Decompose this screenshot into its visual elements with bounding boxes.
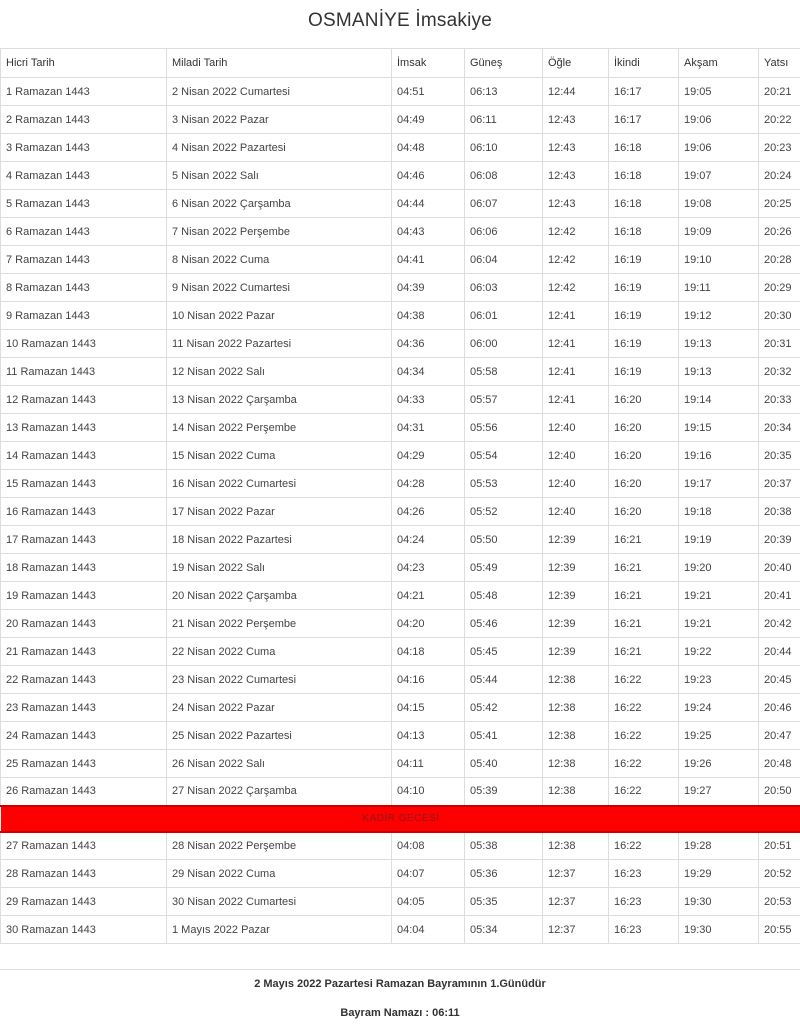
cell-hicri-tarih: 30 Ramazan 1443 — [1, 916, 167, 944]
cell-aksam: 19:23 — [679, 666, 759, 694]
cell-ogle: 12:38 — [543, 832, 609, 860]
cell-ogle: 12:39 — [543, 526, 609, 554]
cell-imsak: 04:41 — [392, 246, 465, 274]
cell-miladi-tarih: 18 Nisan 2022 Pazartesi — [167, 526, 392, 554]
cell-yatsi: 20:50 — [759, 778, 800, 806]
table-row — [1, 386, 800, 414]
cell-ogle: 12:43 — [543, 134, 609, 162]
table-row — [1, 610, 800, 638]
cell-miladi-tarih: 7 Nisan 2022 Perşembe — [167, 218, 392, 246]
cell-hicri-tarih: 16 Ramazan 1443 — [1, 498, 167, 526]
page-title: OSMANİYE İmsakiye — [308, 10, 492, 31]
cell-ogle: 12:37 — [543, 860, 609, 888]
cell-hicri-tarih: 6 Ramazan 1443 — [1, 218, 167, 246]
cell-gunes: 06:04 — [465, 246, 543, 274]
cell-imsak: 04:05 — [392, 888, 465, 916]
table-row — [1, 78, 800, 106]
cell-imsak: 04:23 — [392, 554, 465, 582]
table-body — [1, 78, 800, 944]
cell-miladi-tarih: 20 Nisan 2022 Çarşamba — [167, 582, 392, 610]
cell-imsak: 04:20 — [392, 610, 465, 638]
cell-gunes: 05:34 — [465, 916, 543, 944]
cell-imsak: 04:08 — [392, 832, 465, 860]
cell-ogle: 12:39 — [543, 610, 609, 638]
cell-gunes: 05:52 — [465, 498, 543, 526]
cell-aksam: 19:21 — [679, 610, 759, 638]
cell-miladi-tarih: 4 Nisan 2022 Pazartesi — [167, 134, 392, 162]
cell-aksam: 19:30 — [679, 916, 759, 944]
cell-hicri-tarih: 20 Ramazan 1443 — [1, 610, 167, 638]
cell-gunes: 05:41 — [465, 722, 543, 750]
cell-aksam: 19:13 — [679, 330, 759, 358]
cell-ikindi: 16:23 — [609, 916, 679, 944]
cell-miladi-tarih: 22 Nisan 2022 Cuma — [167, 638, 392, 666]
table-row — [1, 694, 800, 722]
cell-aksam: 19:30 — [679, 888, 759, 916]
cell-ogle: 12:38 — [543, 694, 609, 722]
table-row — [1, 414, 800, 442]
cell-miladi-tarih: 10 Nisan 2022 Pazar — [167, 302, 392, 330]
footer-divider — [0, 969, 800, 970]
cell-ogle: 12:43 — [543, 190, 609, 218]
cell-imsak: 04:28 — [392, 470, 465, 498]
cell-gunes: 05:46 — [465, 610, 543, 638]
cell-yatsi: 20:51 — [759, 832, 800, 860]
cell-imsak: 04:04 — [392, 916, 465, 944]
cell-gunes: 05:40 — [465, 750, 543, 778]
cell-yatsi: 20:42 — [759, 610, 800, 638]
cell-gunes: 05:36 — [465, 860, 543, 888]
cell-gunes: 06:07 — [465, 190, 543, 218]
cell-ikindi: 16:22 — [609, 722, 679, 750]
cell-imsak: 04:43 — [392, 218, 465, 246]
cell-miladi-tarih: 6 Nisan 2022 Çarşamba — [167, 190, 392, 218]
cell-ogle: 12:37 — [543, 888, 609, 916]
cell-miladi-tarih: 17 Nisan 2022 Pazar — [167, 498, 392, 526]
cell-ikindi: 16:21 — [609, 638, 679, 666]
cell-ogle: 12:38 — [543, 722, 609, 750]
cell-gunes: 05:57 — [465, 386, 543, 414]
bayram-namazi-time: Bayram Namazı : 06:11 — [340, 1007, 460, 1019]
cell-gunes: 06:00 — [465, 330, 543, 358]
cell-yatsi: 20:41 — [759, 582, 800, 610]
cell-ikindi: 16:18 — [609, 218, 679, 246]
cell-ikindi: 16:18 — [609, 134, 679, 162]
cell-miladi-tarih: 14 Nisan 2022 Perşembe — [167, 414, 392, 442]
cell-gunes: 06:01 — [465, 302, 543, 330]
cell-miladi-tarih: 12 Nisan 2022 Salı — [167, 358, 392, 386]
cell-gunes: 05:42 — [465, 694, 543, 722]
cell-yatsi: 20:26 — [759, 218, 800, 246]
kadir-gecesi-row — [1, 806, 800, 832]
cell-hicri-tarih: 2 Ramazan 1443 — [1, 106, 167, 134]
imsakiye-table — [0, 48, 800, 944]
cell-ogle: 12:40 — [543, 442, 609, 470]
cell-hicri-tarih: 12 Ramazan 1443 — [1, 386, 167, 414]
cell-ogle: 12:39 — [543, 554, 609, 582]
cell-ikindi: 16:22 — [609, 832, 679, 860]
cell-aksam: 19:13 — [679, 358, 759, 386]
cell-aksam: 19:14 — [679, 386, 759, 414]
cell-aksam: 19:08 — [679, 190, 759, 218]
cell-imsak: 04:15 — [392, 694, 465, 722]
cell-yatsi: 20:32 — [759, 358, 800, 386]
cell-gunes: 05:54 — [465, 442, 543, 470]
cell-ikindi: 16:21 — [609, 582, 679, 610]
cell-aksam: 19:06 — [679, 106, 759, 134]
cell-aksam: 19:21 — [679, 582, 759, 610]
cell-aksam: 19:28 — [679, 832, 759, 860]
cell-ikindi: 16:22 — [609, 666, 679, 694]
cell-hicri-tarih: 8 Ramazan 1443 — [1, 274, 167, 302]
cell-miladi-tarih: 8 Nisan 2022 Cuma — [167, 246, 392, 274]
cell-imsak: 04:51 — [392, 78, 465, 106]
cell-yatsi: 20:48 — [759, 750, 800, 778]
header-gunes: Güneş — [465, 49, 543, 78]
cell-yatsi: 20:29 — [759, 274, 800, 302]
table-row — [1, 470, 800, 498]
cell-hicri-tarih: 13 Ramazan 1443 — [1, 414, 167, 442]
cell-hicri-tarih: 27 Ramazan 1443 — [1, 832, 167, 860]
cell-ogle: 12:42 — [543, 218, 609, 246]
cell-aksam: 19:18 — [679, 498, 759, 526]
cell-aksam: 19:05 — [679, 78, 759, 106]
table-row — [1, 860, 800, 888]
cell-ogle: 12:41 — [543, 358, 609, 386]
cell-ikindi: 16:19 — [609, 358, 679, 386]
cell-imsak: 04:39 — [392, 274, 465, 302]
cell-imsak: 04:26 — [392, 498, 465, 526]
cell-yatsi: 20:33 — [759, 386, 800, 414]
cell-imsak: 04:16 — [392, 666, 465, 694]
cell-gunes: 05:49 — [465, 554, 543, 582]
cell-ikindi: 16:23 — [609, 860, 679, 888]
cell-hicri-tarih: 4 Ramazan 1443 — [1, 162, 167, 190]
cell-gunes: 06:11 — [465, 106, 543, 134]
table-row — [1, 582, 800, 610]
cell-gunes: 06:10 — [465, 134, 543, 162]
cell-hicri-tarih: 10 Ramazan 1443 — [1, 330, 167, 358]
cell-aksam: 19:16 — [679, 442, 759, 470]
cell-aksam: 19:17 — [679, 470, 759, 498]
cell-miladi-tarih: 26 Nisan 2022 Salı — [167, 750, 392, 778]
cell-yatsi: 20:52 — [759, 860, 800, 888]
cell-miladi-tarih: 23 Nisan 2022 Cumartesi — [167, 666, 392, 694]
cell-aksam: 19:22 — [679, 638, 759, 666]
cell-gunes: 05:45 — [465, 638, 543, 666]
table-row — [1, 498, 800, 526]
cell-yatsi: 20:28 — [759, 246, 800, 274]
table-row — [1, 832, 800, 860]
cell-imsak: 04:29 — [392, 442, 465, 470]
cell-miladi-tarih: 28 Nisan 2022 Perşembe — [167, 832, 392, 860]
cell-hicri-tarih: 15 Ramazan 1443 — [1, 470, 167, 498]
table-row — [1, 916, 800, 944]
cell-ogle: 12:39 — [543, 638, 609, 666]
cell-hicri-tarih: 14 Ramazan 1443 — [1, 442, 167, 470]
header-ogle: Öğle — [543, 49, 609, 78]
cell-gunes: 05:50 — [465, 526, 543, 554]
cell-hicri-tarih: 3 Ramazan 1443 — [1, 134, 167, 162]
cell-ikindi: 16:20 — [609, 498, 679, 526]
cell-hicri-tarih: 26 Ramazan 1443 — [1, 778, 167, 806]
cell-yatsi: 20:25 — [759, 190, 800, 218]
cell-hicri-tarih: 24 Ramazan 1443 — [1, 722, 167, 750]
cell-gunes: 05:56 — [465, 414, 543, 442]
cell-aksam: 19:07 — [679, 162, 759, 190]
table-row — [1, 888, 800, 916]
header-miladi-tarih: Miladi Tarih — [167, 49, 392, 78]
cell-hicri-tarih: 1 Ramazan 1443 — [1, 78, 167, 106]
cell-hicri-tarih: 11 Ramazan 1443 — [1, 358, 167, 386]
table-row — [1, 750, 800, 778]
cell-ogle: 12:44 — [543, 78, 609, 106]
cell-imsak: 04:49 — [392, 106, 465, 134]
cell-imsak: 04:33 — [392, 386, 465, 414]
cell-yatsi: 20:55 — [759, 916, 800, 944]
cell-ikindi: 16:20 — [609, 442, 679, 470]
cell-aksam: 19:12 — [679, 302, 759, 330]
cell-hicri-tarih: 28 Ramazan 1443 — [1, 860, 167, 888]
cell-ikindi: 16:22 — [609, 778, 679, 806]
cell-ogle: 12:39 — [543, 582, 609, 610]
cell-hicri-tarih: 9 Ramazan 1443 — [1, 302, 167, 330]
cell-ogle: 12:41 — [543, 330, 609, 358]
cell-ikindi: 16:17 — [609, 78, 679, 106]
table-row — [1, 218, 800, 246]
cell-miladi-tarih: 15 Nisan 2022 Cuma — [167, 442, 392, 470]
cell-imsak: 04:36 — [392, 330, 465, 358]
cell-ogle: 12:37 — [543, 916, 609, 944]
cell-miladi-tarih: 30 Nisan 2022 Cumartesi — [167, 888, 392, 916]
cell-ikindi: 16:19 — [609, 302, 679, 330]
cell-gunes: 05:39 — [465, 778, 543, 806]
cell-miladi-tarih: 21 Nisan 2022 Perşembe — [167, 610, 392, 638]
cell-imsak: 04:38 — [392, 302, 465, 330]
cell-miladi-tarih: 27 Nisan 2022 Çarşamba — [167, 778, 392, 806]
cell-miladi-tarih: 2 Nisan 2022 Cumartesi — [167, 78, 392, 106]
cell-ogle: 12:40 — [543, 414, 609, 442]
cell-gunes: 05:58 — [465, 358, 543, 386]
cell-ikindi: 16:19 — [609, 330, 679, 358]
table-row — [1, 358, 800, 386]
cell-ogle: 12:38 — [543, 778, 609, 806]
bayram-announcement: 2 Mayıs 2022 Pazartesi Ramazan Bayramının 1.Günüdür — [254, 978, 546, 990]
cell-hicri-tarih: 23 Ramazan 1443 — [1, 694, 167, 722]
cell-ogle: 12:40 — [543, 470, 609, 498]
cell-miladi-tarih: 9 Nisan 2022 Cumartesi — [167, 274, 392, 302]
cell-gunes: 05:38 — [465, 832, 543, 860]
table-row — [1, 330, 800, 358]
cell-hicri-tarih: 29 Ramazan 1443 — [1, 888, 167, 916]
spacer-row — [0, 943, 800, 970]
cell-hicri-tarih: 21 Ramazan 1443 — [1, 638, 167, 666]
cell-imsak: 04:24 — [392, 526, 465, 554]
cell-aksam: 19:26 — [679, 750, 759, 778]
cell-ogle: 12:38 — [543, 750, 609, 778]
header-yatsi: Yatsı — [759, 49, 800, 78]
cell-yatsi: 20:47 — [759, 722, 800, 750]
cell-miladi-tarih: 16 Nisan 2022 Cumartesi — [167, 470, 392, 498]
cell-miladi-tarih: 1 Mayıs 2022 Pazar — [167, 916, 392, 944]
cell-aksam: 19:19 — [679, 526, 759, 554]
cell-aksam: 19:06 — [679, 134, 759, 162]
cell-yatsi: 20:31 — [759, 330, 800, 358]
cell-aksam: 19:20 — [679, 554, 759, 582]
cell-yatsi: 20:35 — [759, 442, 800, 470]
table-row — [1, 302, 800, 330]
cell-imsak: 04:48 — [392, 134, 465, 162]
header-hicri-tarih: Hicri Tarih — [1, 49, 167, 78]
cell-yatsi: 20:23 — [759, 134, 800, 162]
cell-aksam: 19:25 — [679, 722, 759, 750]
cell-yatsi: 20:44 — [759, 638, 800, 666]
cell-miladi-tarih: 25 Nisan 2022 Pazartesi — [167, 722, 392, 750]
cell-hicri-tarih: 22 Ramazan 1443 — [1, 666, 167, 694]
cell-gunes: 06:03 — [465, 274, 543, 302]
header-ikindi: İkindi — [609, 49, 679, 78]
cell-ikindi: 16:18 — [609, 162, 679, 190]
table-row — [1, 638, 800, 666]
cell-ogle: 12:43 — [543, 162, 609, 190]
cell-imsak: 04:11 — [392, 750, 465, 778]
cell-yatsi: 20:39 — [759, 526, 800, 554]
cell-hicri-tarih: 5 Ramazan 1443 — [1, 190, 167, 218]
cell-yatsi: 20:53 — [759, 888, 800, 916]
cell-gunes: 05:35 — [465, 888, 543, 916]
kadir-gecesi-label: KADİR GECESİ — [1, 806, 800, 832]
table-row — [1, 442, 800, 470]
cell-miladi-tarih: 19 Nisan 2022 Salı — [167, 554, 392, 582]
table-header-row — [1, 49, 800, 78]
cell-aksam: 19:24 — [679, 694, 759, 722]
cell-ikindi: 16:18 — [609, 190, 679, 218]
cell-yatsi: 20:40 — [759, 554, 800, 582]
cell-ogle: 12:41 — [543, 302, 609, 330]
cell-imsak: 04:34 — [392, 358, 465, 386]
table-row — [1, 246, 800, 274]
cell-gunes: 05:44 — [465, 666, 543, 694]
cell-ogle: 12:41 — [543, 386, 609, 414]
cell-aksam: 19:09 — [679, 218, 759, 246]
cell-ikindi: 16:21 — [609, 526, 679, 554]
cell-hicri-tarih: 25 Ramazan 1443 — [1, 750, 167, 778]
cell-aksam: 19:15 — [679, 414, 759, 442]
cell-ogle: 12:42 — [543, 274, 609, 302]
cell-yatsi: 20:34 — [759, 414, 800, 442]
table-row — [1, 190, 800, 218]
cell-imsak: 04:21 — [392, 582, 465, 610]
cell-imsak: 04:46 — [392, 162, 465, 190]
table-row — [1, 274, 800, 302]
cell-ogle: 12:38 — [543, 666, 609, 694]
table-row — [1, 554, 800, 582]
table-row — [1, 134, 800, 162]
cell-aksam: 19:29 — [679, 860, 759, 888]
cell-gunes: 06:13 — [465, 78, 543, 106]
cell-yatsi: 20:46 — [759, 694, 800, 722]
cell-ikindi: 16:19 — [609, 246, 679, 274]
cell-imsak: 04:31 — [392, 414, 465, 442]
cell-yatsi: 20:38 — [759, 498, 800, 526]
cell-gunes: 05:48 — [465, 582, 543, 610]
cell-yatsi: 20:30 — [759, 302, 800, 330]
cell-hicri-tarih: 19 Ramazan 1443 — [1, 582, 167, 610]
cell-miladi-tarih: 29 Nisan 2022 Cuma — [167, 860, 392, 888]
cell-ikindi: 16:21 — [609, 610, 679, 638]
cell-aksam: 19:11 — [679, 274, 759, 302]
cell-aksam: 19:27 — [679, 778, 759, 806]
cell-yatsi: 20:21 — [759, 78, 800, 106]
table-row — [1, 162, 800, 190]
cell-imsak: 04:44 — [392, 190, 465, 218]
table-row — [1, 722, 800, 750]
cell-miladi-tarih: 5 Nisan 2022 Salı — [167, 162, 392, 190]
cell-miladi-tarih: 3 Nisan 2022 Pazar — [167, 106, 392, 134]
cell-hicri-tarih: 17 Ramazan 1443 — [1, 526, 167, 554]
cell-ikindi: 16:19 — [609, 274, 679, 302]
table-row — [1, 778, 800, 806]
cell-hicri-tarih: 7 Ramazan 1443 — [1, 246, 167, 274]
header-aksam: Akşam — [679, 49, 759, 78]
cell-yatsi: 20:22 — [759, 106, 800, 134]
cell-ogle: 12:42 — [543, 246, 609, 274]
cell-miladi-tarih: 24 Nisan 2022 Pazar — [167, 694, 392, 722]
cell-imsak: 04:18 — [392, 638, 465, 666]
cell-imsak: 04:13 — [392, 722, 465, 750]
header-imsak: İmsak — [392, 49, 465, 78]
cell-yatsi: 20:45 — [759, 666, 800, 694]
cell-ikindi: 16:22 — [609, 694, 679, 722]
cell-ikindi: 16:17 — [609, 106, 679, 134]
cell-aksam: 19:10 — [679, 246, 759, 274]
cell-gunes: 05:53 — [465, 470, 543, 498]
cell-ogle: 12:40 — [543, 498, 609, 526]
cell-gunes: 06:06 — [465, 218, 543, 246]
table-row — [1, 526, 800, 554]
cell-ikindi: 16:21 — [609, 554, 679, 582]
cell-ikindi: 16:23 — [609, 888, 679, 916]
cell-yatsi: 20:24 — [759, 162, 800, 190]
cell-ikindi: 16:20 — [609, 386, 679, 414]
cell-yatsi: 20:37 — [759, 470, 800, 498]
cell-miladi-tarih: 11 Nisan 2022 Pazartesi — [167, 330, 392, 358]
cell-ikindi: 16:22 — [609, 750, 679, 778]
table-row — [1, 666, 800, 694]
cell-gunes: 06:08 — [465, 162, 543, 190]
cell-imsak: 04:10 — [392, 778, 465, 806]
cell-ogle: 12:43 — [543, 106, 609, 134]
cell-ikindi: 16:20 — [609, 414, 679, 442]
cell-miladi-tarih: 13 Nisan 2022 Çarşamba — [167, 386, 392, 414]
cell-hicri-tarih: 18 Ramazan 1443 — [1, 554, 167, 582]
cell-imsak: 04:07 — [392, 860, 465, 888]
cell-ikindi: 16:20 — [609, 470, 679, 498]
table-row — [1, 106, 800, 134]
